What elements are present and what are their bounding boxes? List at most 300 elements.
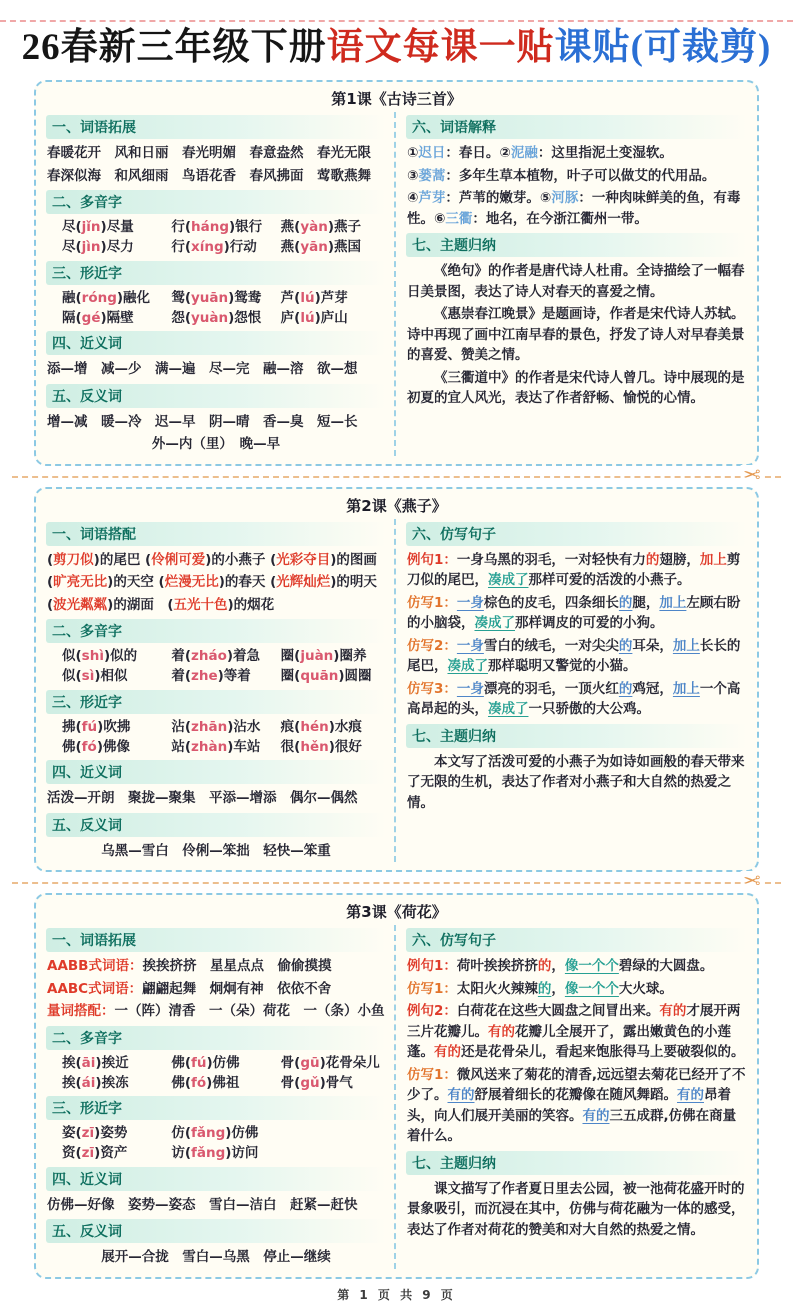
phonics-cell (281, 308, 386, 328)
phonics-cell (62, 1073, 167, 1093)
text-line (46, 571, 386, 594)
phonics-cell (281, 1073, 386, 1093)
text-segment: 春暖花开 风和日丽 春光明媚 春意盎然 春光无限 (47, 145, 371, 161)
text-segment: 展开—合拢 雪白—乌黑 停止—继续 (101, 1249, 331, 1266)
text-segment: 挨挨挤挤 星星点点 偷偷摸摸 (142, 958, 332, 975)
phonics-row (46, 646, 386, 666)
text-segment: róng (81, 289, 117, 306)
text-segment: ( (47, 596, 54, 613)
text-segment: 佛( (171, 1074, 191, 1091)
left-column (46, 925, 394, 1269)
text-segment: 像一个个 (564, 980, 619, 997)
phonics-cell (281, 717, 386, 737)
text-segment: 花瓣儿全展开了，露出嫩黄色的小莲蓬。 (406, 1023, 731, 1061)
text-segment: 耳朵， (632, 637, 673, 654)
text-segment: ：多年生草本植物，叶子可以做艾的代用品。 (445, 167, 716, 184)
text-segment: 长长的尾巴， (406, 637, 741, 675)
text-line (406, 1064, 747, 1148)
text-segment: zī (81, 1145, 95, 1162)
text-line (46, 978, 386, 1001)
phonics-cell (62, 666, 167, 686)
text-segment: 波光粼粼 (53, 596, 108, 613)
text-segment: 剪刀似 (53, 551, 94, 568)
text-line (406, 1000, 747, 1064)
text-segment: 光辉灿烂 (276, 574, 331, 591)
text-segment: 舒展着细长的花瓣像在随风舞蹈。 (474, 1087, 677, 1104)
text-segment: 似( (62, 648, 82, 665)
text-segment: 一个高高昂起的头， (406, 680, 741, 718)
text-segment: )银行 (229, 219, 263, 236)
phonics-row (46, 308, 386, 328)
phonics-cell (171, 288, 276, 308)
text-line (46, 165, 386, 188)
text-segment: zhān (191, 718, 228, 735)
text-line (406, 955, 747, 978)
text-segment: 骨( (280, 1074, 301, 1091)
text-segment: ：这里指泥土变湿软。 (537, 145, 673, 161)
block-header: 六、仿写句子 (406, 522, 747, 546)
text-segment: )着急 (226, 648, 261, 665)
phonics-cell (281, 217, 386, 237)
text-segment: shì (81, 648, 104, 665)
text-segment: )车站 (227, 738, 261, 755)
text-line (406, 260, 747, 303)
text-segment: 行( (171, 219, 191, 236)
text-line (46, 594, 386, 617)
text-line (46, 1194, 386, 1217)
text-segment: 蒌蒿 (418, 167, 446, 184)
text-segment: 姿( (62, 1125, 82, 1142)
text-segment: 仿写1： (406, 980, 457, 997)
text-segment: fǎng (191, 1125, 226, 1142)
text-segment: )燕国 (327, 239, 362, 256)
text-segment: )尽量 (100, 219, 134, 236)
text-segment: 很( (280, 738, 301, 755)
text-segment: 沾( (171, 718, 191, 735)
text-segment: 例句1： (406, 551, 457, 568)
text-segment: yuān (191, 289, 229, 306)
text-segment: 河豚 (551, 190, 579, 207)
text-segment: )的天空 ( (107, 574, 165, 591)
phonics-cell (62, 737, 167, 757)
text-segment: hěn (300, 738, 329, 755)
text-segment: 燕( (280, 239, 301, 256)
text-segment: 春深似海 和风细雨 鸟语花香 春风拂面 莺歌燕舞 (47, 167, 371, 184)
phonics-cell (171, 237, 276, 257)
text-line (46, 955, 386, 978)
text-segment: 挨( (62, 1054, 82, 1071)
block-header: 三、形近字 (46, 1096, 386, 1120)
text-segment: 翅膀， (659, 551, 700, 568)
phonics-cell (62, 308, 167, 328)
phonics-row (46, 1073, 386, 1093)
text-segment: 课文描写了作者夏日里去公园，被一池荷花盛开时的景象吸引，而沉浸在其中，仿佛与荷花融为一体的感受，表达了作者对荷花的赞美和对大自然的热爱之情。 (406, 1180, 745, 1238)
block-header: 二、多音字 (46, 619, 386, 643)
text-segment: 三五成群,仿佛在商量着什么。 (406, 1107, 737, 1145)
text-segment: 着( (171, 648, 191, 665)
text-segment: 昂着头，向人们展开美丽的笑容。 (406, 1087, 731, 1124)
phonics-row (46, 1053, 386, 1073)
text-segment: 那样聪明又警觉的小猫。 (487, 658, 637, 675)
phonics-cell (62, 288, 167, 308)
text-segment: jìn (81, 239, 101, 256)
block-header: 四、近义词 (46, 331, 386, 355)
text-segment: 剪刀似的尾巴， (406, 551, 741, 589)
text-segment: )圆圈 (338, 668, 372, 685)
text-segment: yuàn (191, 309, 229, 326)
text-segment: 添—增 减—少 满—遍 尽—完 融—溶 欲—想 (47, 361, 358, 378)
cut-line (12, 869, 781, 894)
text-segment: )的图画 (330, 551, 377, 568)
scissors-icon: ✂ (743, 462, 761, 487)
phonics-cell (171, 737, 276, 757)
text-segment: 加上 (672, 680, 700, 697)
phonics-row (46, 237, 386, 257)
text-segment: juàn (300, 648, 334, 665)
text-segment: 挨( (62, 1074, 82, 1091)
text-line (46, 1246, 386, 1269)
text-line (406, 978, 747, 1001)
left-column (46, 519, 394, 863)
text-line (46, 433, 386, 456)
lesson-title: 第3课《荷花》 (346, 903, 447, 922)
block-header: 一、词语搭配 (46, 522, 386, 546)
phonics-cell (62, 217, 167, 237)
text-line (46, 1000, 386, 1023)
text-line (406, 303, 747, 367)
text-segment: 大火球。 (618, 980, 673, 997)
text-segment: )等着 (217, 668, 251, 685)
text-segment: zī (81, 1125, 95, 1142)
text-segment: )怨恨 (228, 309, 262, 326)
text-segment: )挨冻 (95, 1074, 129, 1091)
phonics-row (46, 217, 386, 237)
text-segment: 芦( (280, 289, 301, 306)
block-header: 六、词语解释 (406, 115, 747, 139)
text-segment: )的尾巴 ( (93, 551, 152, 568)
text-segment: 翩翩起舞 炯炯有神 依依不舍 (142, 980, 332, 997)
phonics-cell (62, 1123, 167, 1143)
text-segment: )的小燕子 ( (205, 551, 277, 568)
two-column-layout (46, 519, 747, 863)
block-header: 二、多音字 (46, 1026, 386, 1050)
text-line (46, 411, 386, 434)
text-segment: 加上 (672, 637, 700, 654)
text-line (406, 367, 747, 410)
text-segment: 的 (537, 980, 552, 997)
text-segment: quān (300, 668, 339, 685)
phonics-row (46, 717, 386, 737)
text-segment: 《绝句》的作者是唐代诗人杜甫。全诗描绘了一幅春日美景图，表达了诗人对春天的喜爱之情。 (406, 263, 745, 300)
phonics-cell (62, 237, 167, 257)
scissors-icon: ✂ (743, 869, 761, 894)
block-header: 二、多音字 (46, 190, 386, 214)
two-column-layout (46, 925, 747, 1269)
text-segment: ：芦苇的嫩芽。⑤ (445, 190, 552, 207)
text-segment: 仿( (171, 1125, 191, 1142)
phonics-cell (281, 288, 386, 308)
block-header: 七、主题归纳 (406, 724, 747, 748)
text-segment: xíng (191, 239, 224, 256)
page-number: 第 1 页 共 9 页 (337, 1287, 456, 1302)
phonics-cell (171, 1123, 276, 1143)
text-line (46, 142, 386, 165)
text-line (406, 187, 747, 230)
text-segment: gé (81, 309, 101, 326)
text-segment: 融( (62, 289, 82, 306)
text-segment: ：春日。② (445, 145, 511, 161)
text-line (406, 751, 747, 815)
text-segment: 还是花骨朵儿，看起来饱胀得马上要破裂似的。 (460, 1044, 745, 1061)
text-segment: fó (191, 1074, 207, 1091)
text-segment: 微风送来了菊花的清香,远远望去菊花已经开了不少了。 (406, 1066, 746, 1104)
text-segment: 佛( (171, 1054, 191, 1071)
phonics-cell (281, 666, 386, 686)
text-line (406, 592, 747, 635)
text-segment: 五光十色 (173, 596, 228, 613)
block-header: 一、词语拓展 (46, 928, 386, 952)
text-segment: )仿佛 (206, 1054, 240, 1071)
text-segment: ái (81, 1074, 96, 1091)
text-segment: 凑成了 (447, 658, 488, 675)
text-segment: 圈( (280, 668, 301, 685)
text-segment: 光彩夺目 (276, 551, 331, 568)
text-segment: fú (191, 1054, 207, 1071)
page-title-blue: 课贴(可裁剪) (554, 27, 772, 68)
block-header: 四、近义词 (46, 760, 386, 784)
phonics-row (46, 666, 386, 686)
text-segment: AABB式词语： (47, 958, 143, 975)
text-segment: ， (551, 958, 565, 975)
lesson-card-2 (34, 487, 759, 873)
text-segment: 一身乌黑的羽毛，一对轻快有力 (456, 551, 646, 568)
text-segment: yàn (300, 219, 328, 236)
text-segment: )骨气 (319, 1074, 353, 1091)
text-segment: )资产 (94, 1145, 128, 1162)
phonics-cell (171, 666, 276, 686)
text-segment: 雪白的绒毛，一对尖尖 (483, 637, 619, 654)
phonics-row (46, 737, 386, 757)
phonics-cell (62, 1053, 167, 1073)
text-segment: )尽力 (100, 239, 134, 256)
text-segment: 圈( (280, 648, 301, 665)
text-segment: 一身 (456, 680, 484, 697)
phonics-cell (171, 717, 276, 737)
text-segment: 活泼—开朗 聚拢—聚集 平添—增添 偶尔—偶然 (47, 790, 358, 807)
text-segment: 本文写了活泼可爱的小燕子为如诗如画般的春天带来了无限的生机，表达了作者对小燕子和大自然的热爱之情。 (406, 753, 745, 811)
block-header: 六、仿写句子 (406, 928, 747, 952)
text-segment: fó (81, 738, 97, 755)
block-header: 五、反义词 (46, 813, 386, 837)
text-segment: )挨近 (95, 1054, 129, 1071)
text-line (46, 787, 386, 810)
phonics-cell (281, 646, 386, 666)
text-segment: yān (300, 239, 328, 256)
page-title (0, 16, 793, 70)
text-segment: 有的 (433, 1044, 461, 1061)
text-segment: 一身 (456, 594, 484, 611)
text-segment: 一（阵）清香 一（朵）荷花 一（条）小鱼 (114, 1003, 385, 1020)
text-segment: 仿佛—好像 姿势—姿态 雪白—洁白 赶紧—赶快 (47, 1196, 358, 1213)
text-segment: 仿写1： (406, 594, 457, 611)
text-line (406, 1178, 747, 1242)
two-column-layout (46, 112, 747, 456)
text-segment: ， (551, 980, 565, 997)
phonics-row (46, 1123, 386, 1143)
text-segment: )相似 (94, 668, 128, 685)
text-segment: fú (81, 718, 98, 735)
phonics-cell (281, 737, 386, 757)
text-segment: )的春天 ( (218, 574, 277, 591)
text-segment: ① (406, 145, 419, 161)
text-line (406, 165, 747, 188)
text-segment: 凑成了 (474, 615, 515, 632)
text-segment: gǔ (300, 1074, 320, 1091)
text-segment: )圈养 (333, 648, 367, 665)
text-segment: 有的 (447, 1087, 475, 1104)
block-header: 五、反义词 (46, 384, 386, 408)
text-segment: 的 (618, 594, 633, 611)
text-segment: 鸡冠， (632, 680, 673, 697)
phonics-cell (171, 308, 276, 328)
text-segment: 加上 (699, 551, 727, 568)
block-header: 五、反义词 (46, 1219, 386, 1243)
text-segment: sì (81, 668, 95, 685)
text-segment: ( (47, 574, 54, 591)
text-segment: 有的 (582, 1107, 610, 1124)
text-segment: 仿写2： (406, 637, 457, 654)
block-header: 四、近义词 (46, 1167, 386, 1191)
text-segment: 鸳( (171, 289, 191, 306)
text-segment: 那样调皮的可爱的小狗。 (514, 615, 664, 632)
text-segment: )仿佛 (225, 1125, 259, 1142)
text-segment: 例句1： (406, 958, 457, 975)
text-segment: 仿写3： (406, 680, 457, 697)
text-segment: )芦芽 (314, 289, 348, 306)
text-segment: 漂亮的羽毛，一顶火红 (483, 680, 619, 697)
text-segment: 有的 (676, 1087, 704, 1104)
text-segment: 有的 (659, 1003, 687, 1020)
text-segment: 尽( (62, 219, 82, 236)
text-segment: lú (300, 289, 315, 306)
text-segment: 乌黑—雪白 伶俐—笨拙 轻快—笨重 (101, 842, 331, 859)
phonics-cell (171, 217, 276, 237)
text-segment: 资( (62, 1145, 82, 1162)
text-segment: 那样可爱的活泼的小燕子。 (528, 572, 691, 589)
phonics-cell (171, 646, 276, 666)
text-line (46, 549, 386, 572)
text-segment: 才展开两三片花瓣儿。 (406, 1003, 741, 1040)
text-segment: )行动 (223, 239, 257, 256)
block-header: 三、形近字 (46, 690, 386, 714)
cut-line (12, 462, 781, 487)
text-segment: )隔壁 (100, 309, 134, 326)
phonics-cell (281, 237, 386, 257)
text-segment: )吹拂 (97, 718, 131, 735)
block-header: 七、主题归纳 (406, 233, 747, 257)
text-segment: )姿势 (94, 1125, 128, 1142)
text-segment: )沾水 (227, 718, 261, 735)
text-segment: 燕( (280, 219, 301, 236)
phonics-cell (281, 1053, 386, 1073)
phonics-cell (62, 646, 167, 666)
lesson-card-3 (34, 893, 759, 1279)
block-header: 三、形近字 (46, 261, 386, 285)
text-segment: 左顾右盼的小脑袋， (406, 594, 741, 632)
phonics-row (46, 1143, 386, 1163)
text-segment: 骨( (280, 1054, 301, 1071)
text-line (406, 678, 747, 721)
phonics-cell (171, 1073, 276, 1093)
left-column (46, 112, 394, 456)
text-segment: 一身 (456, 637, 484, 654)
text-segment: 烂漫无比 (164, 574, 219, 591)
text-segment: )燕子 (327, 219, 362, 236)
phonics-cell (62, 717, 167, 737)
text-segment: 一只骄傲的大公鸡。 (528, 701, 650, 718)
text-segment: )花骨朵儿 (319, 1054, 380, 1071)
phonics-cell (171, 1053, 276, 1073)
text-segment: )的烟花 (227, 596, 275, 613)
text-segment: ③ (406, 167, 419, 184)
text-segment: 仿写1： (406, 1066, 457, 1083)
text-segment: 碧绿的大圆盘。 (618, 958, 714, 975)
text-segment: ( (47, 551, 54, 568)
text-segment: 太阳火火辣辣 (456, 980, 538, 997)
text-segment: 有的 (487, 1023, 515, 1040)
text-segment: 腿， (632, 594, 660, 611)
text-segment: lú (300, 309, 315, 326)
text-segment: 量词搭配： (47, 1003, 115, 1020)
right-column (394, 925, 747, 1269)
text-segment: )很好 (328, 738, 362, 755)
text-segment: 凑成了 (487, 572, 529, 589)
text-line (46, 840, 386, 863)
text-segment: 着( (171, 668, 191, 685)
text-segment: fǎng (191, 1145, 226, 1162)
text-segment: AABC式词语： (47, 980, 143, 997)
right-column (394, 519, 747, 863)
text-segment: 访( (171, 1145, 191, 1162)
text-segment: 痕( (280, 718, 301, 735)
text-segment: 隔( (62, 309, 82, 326)
text-segment: )融化 (116, 289, 151, 306)
text-segment: āi (81, 1054, 96, 1071)
text-segment: zhàn (191, 738, 228, 755)
text-segment: 迟日 (418, 145, 446, 161)
text-segment: 似( (62, 668, 82, 685)
text-segment: 增—减 暖—冷 迟—早 阴—晴 香—臭 短—长 (47, 413, 358, 430)
text-segment: 拂( (62, 718, 82, 735)
top-cut-line (0, 20, 793, 22)
text-segment: 白荷花在这些大圆盘之间冒出来。 (456, 1003, 660, 1020)
text-segment: 伶俐可爱 (151, 551, 206, 568)
text-segment: 《三衢道中》的作者是宋代诗人曾几。诗中展现的是初夏的宜人风光，表达了作者舒畅、愉悦的心情。 (406, 369, 745, 407)
text-segment: jǐn (81, 219, 101, 236)
text-line (406, 549, 747, 592)
text-segment: )鸳鸯 (228, 289, 262, 306)
text-segment: 庐( (280, 309, 301, 326)
text-segment: )访问 (225, 1145, 259, 1162)
block-header: 七、主题归纳 (406, 1151, 747, 1175)
text-segment: )的湖面 ( (107, 596, 174, 613)
lesson-card-1 (34, 80, 759, 466)
text-line (406, 635, 747, 678)
text-segment: 旷亮无比 (53, 574, 108, 591)
lesson-title: 第1课《古诗三首》 (331, 90, 462, 108)
text-segment: ：一种肉味鲜美的鱼，有毒性。⑥ (406, 190, 741, 227)
text-segment: 尽( (62, 239, 82, 256)
